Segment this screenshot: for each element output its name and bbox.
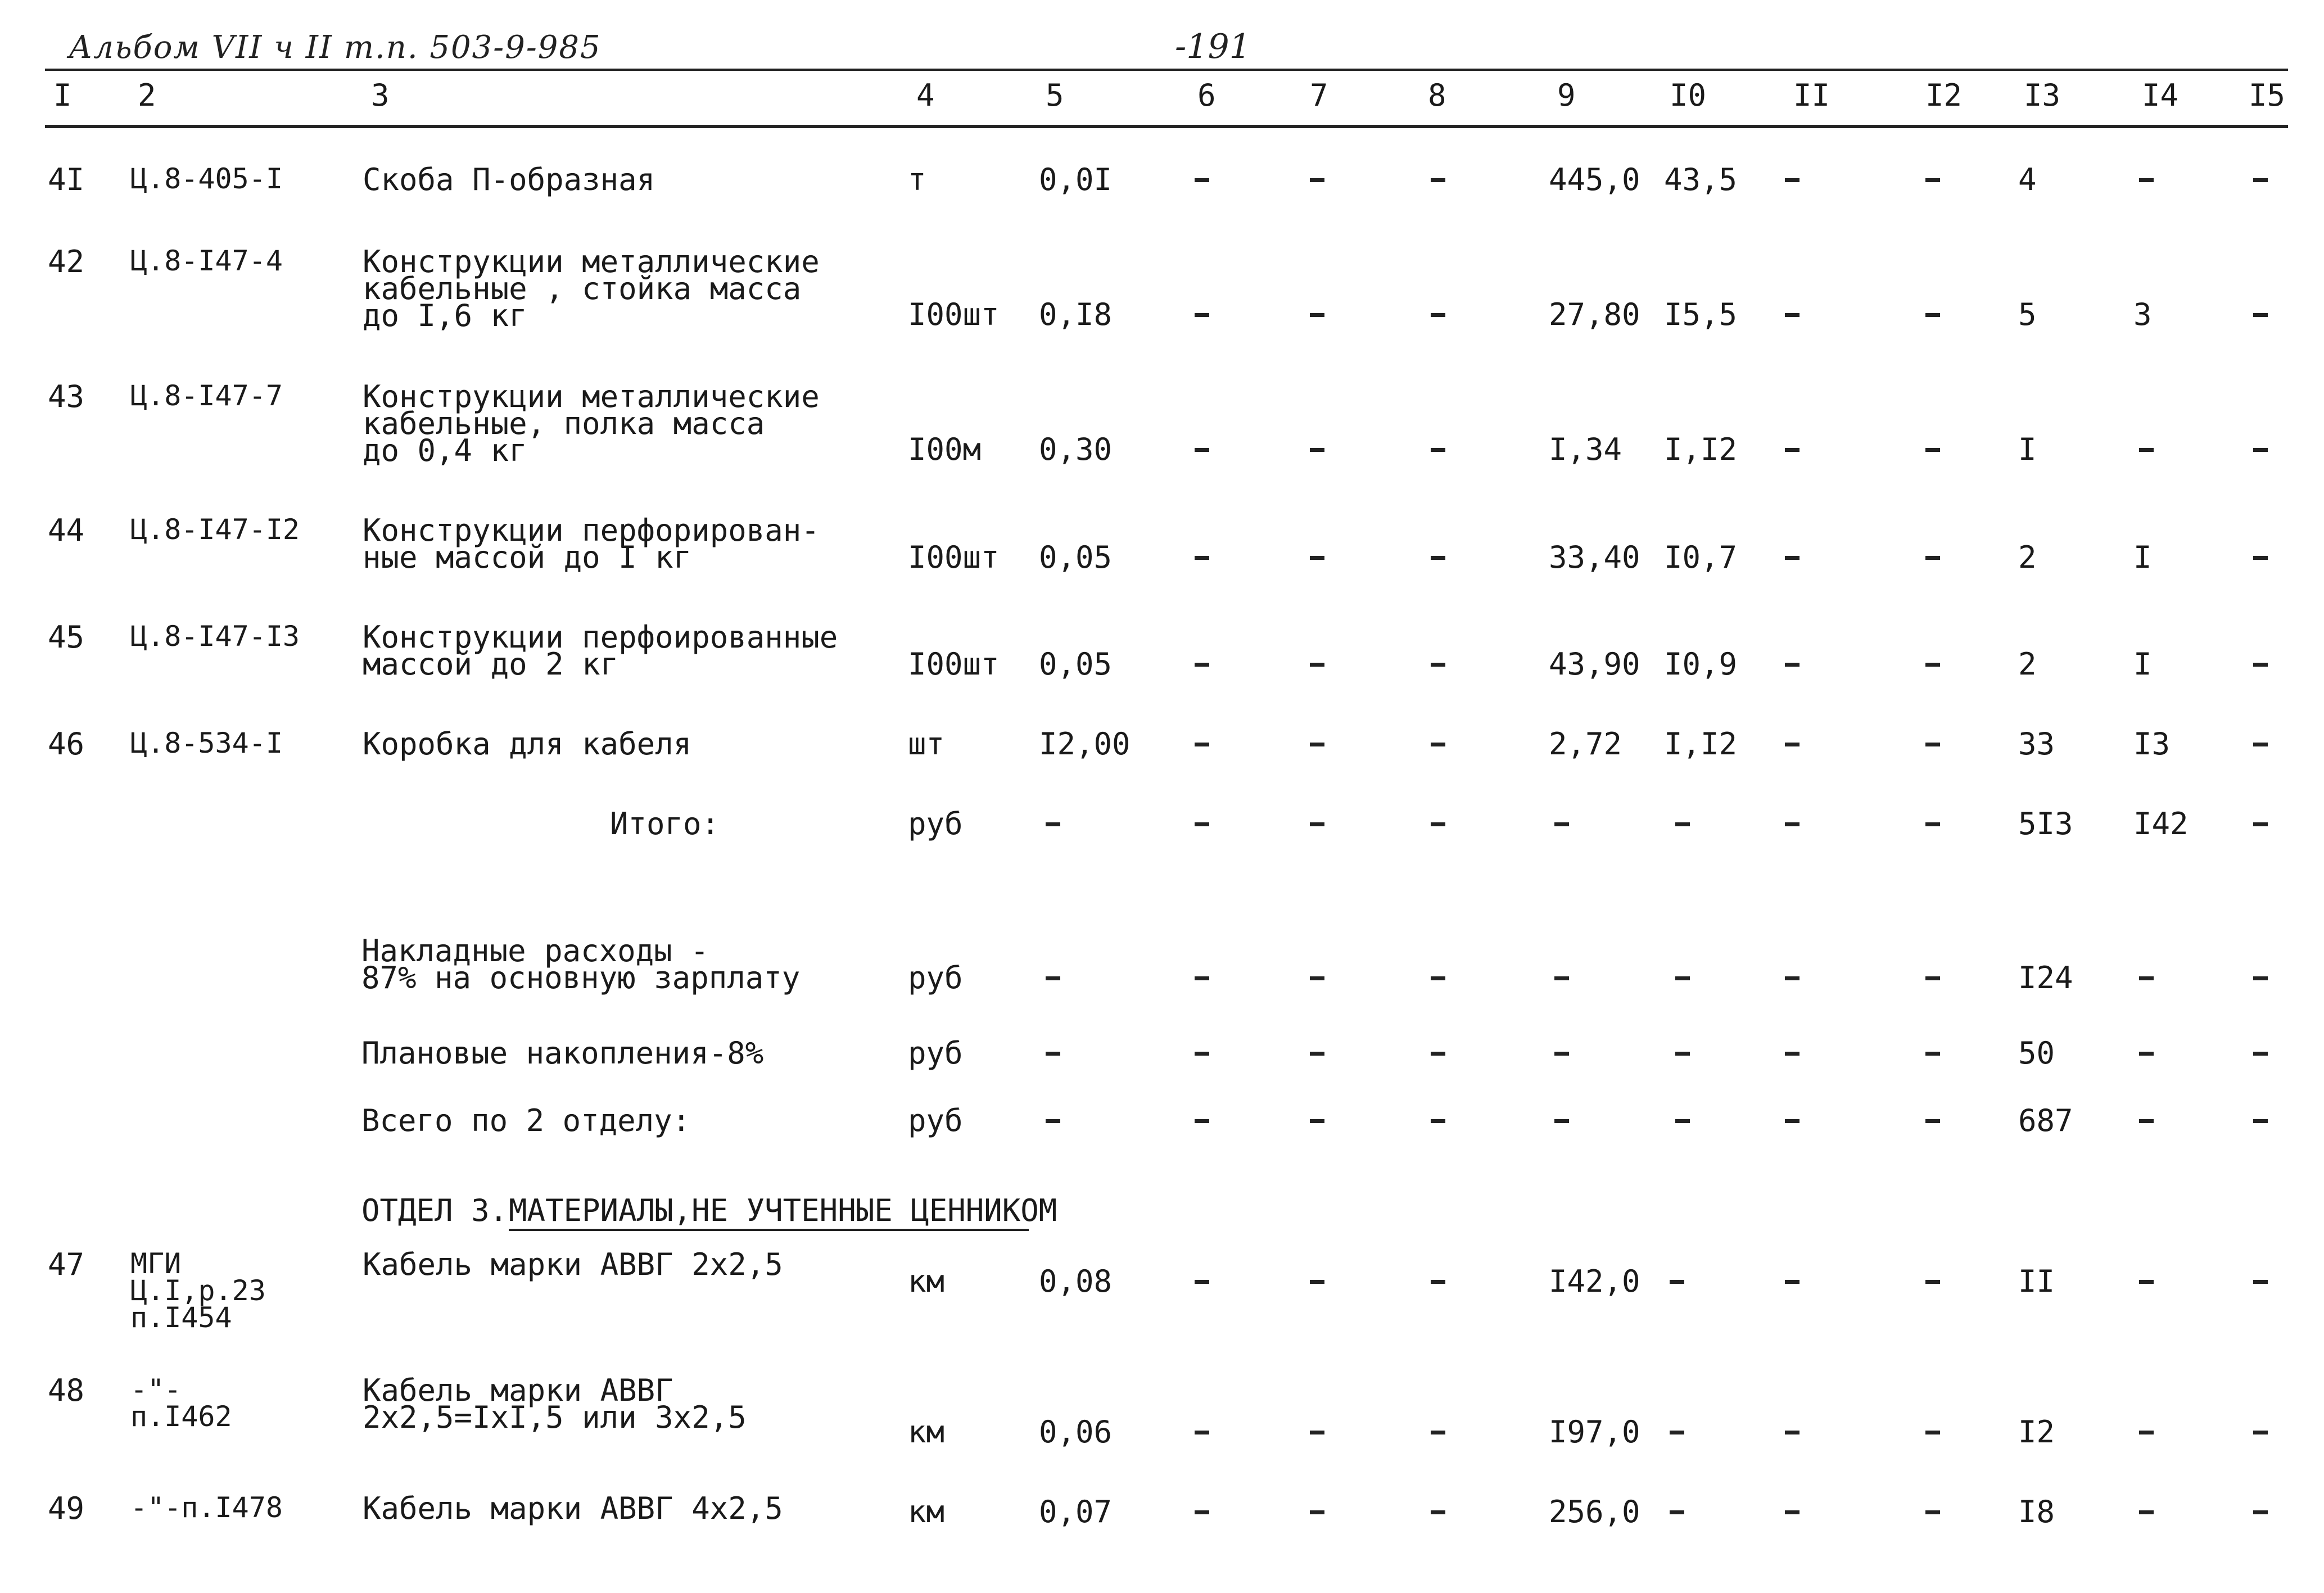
total-col7-dash [1310, 976, 1324, 980]
row-unit: км [908, 1414, 945, 1450]
row-total-wage [2139, 1510, 2154, 1514]
row-col12-dash [1925, 448, 1940, 452]
total-col11-dash [1785, 976, 1799, 980]
row-number: 49 [48, 1491, 85, 1526]
row-description: Скоба П-образная [363, 162, 655, 197]
row-col7-dash [1310, 313, 1324, 317]
row-description: Конструкции перфорирован- [363, 513, 820, 548]
row-description: до 0,4 кг [363, 433, 527, 468]
total-col6-dash [1195, 1052, 1209, 1056]
total-cost: I24 [2018, 960, 2073, 995]
row-col8-dash [1431, 1510, 1445, 1514]
row-wage-price [1670, 1280, 1684, 1284]
page-number: -191 [1175, 27, 1251, 66]
total-col15-dash [2253, 822, 2268, 826]
row-col6-dash [1195, 1510, 1209, 1514]
row-price: I42,0 [1549, 1264, 1640, 1299]
total-col15-dash [2253, 1119, 2268, 1123]
row-unit: I00шт [908, 646, 1000, 682]
row-col8-dash [1431, 313, 1445, 317]
row-quantity: 0,05 [1039, 646, 1113, 682]
row-quantity: 0,I8 [1039, 297, 1113, 332]
row-total-cost: 2 [2018, 540, 2037, 575]
row-col8-dash [1431, 448, 1445, 452]
row-total-wage: I3 [2133, 726, 2171, 762]
row-number: 4I [48, 162, 85, 197]
row-code: -"- [130, 1373, 182, 1406]
row-col6-dash [1195, 743, 1209, 746]
row-total-cost: 4 [2018, 162, 2037, 197]
row-wage-price: 43,5 [1664, 162, 1738, 197]
column-number: 4 [916, 78, 935, 113]
total-col5-dash [1046, 1119, 1060, 1123]
row-unit: км [908, 1264, 945, 1299]
column-number: I5 [2249, 78, 2286, 113]
total-col6-dash [1195, 976, 1209, 980]
total-cost: 5I3 [2018, 806, 2073, 841]
section-prefix: ОТДЕЛ 3. [361, 1193, 508, 1228]
row-col15-dash [2253, 1431, 2268, 1434]
row-code: Ц.8-I47-4 [130, 245, 283, 277]
total-col11-dash [1785, 1119, 1799, 1123]
row-col6-dash [1195, 313, 1209, 317]
row-code: Ц.8-534-I [130, 727, 283, 759]
row-col15-dash [2253, 448, 2268, 452]
total-wage: I42 [2133, 806, 2189, 841]
row-wage-price [1670, 1510, 1684, 1514]
row-description: Кабель марки АВВГ 2х2,5 [363, 1247, 783, 1282]
row-col15-dash [2253, 178, 2268, 182]
album-reference: Альбом VII ч II т.п. 503-9-985 [69, 29, 602, 66]
total-col12-dash [1925, 1119, 1940, 1123]
row-quantity: 0,06 [1039, 1414, 1113, 1450]
row-wage-price: I0,7 [1664, 540, 1738, 575]
row-col12-dash [1925, 1431, 1940, 1434]
total-col11-dash [1785, 822, 1799, 826]
row-unit: I00шт [908, 297, 1000, 332]
total-unit: руб [908, 1035, 963, 1071]
total-label: 87% на основную зарплату [361, 960, 801, 995]
row-col7-dash [1310, 1510, 1324, 1514]
row-description: Коробка для кабеля [363, 726, 692, 762]
header-bottom-rule [45, 125, 2288, 128]
total-col10-dash [1675, 976, 1690, 980]
row-col7-dash [1310, 1431, 1324, 1434]
row-col6-dash [1195, 448, 1209, 452]
row-code: п.I454 [130, 1301, 232, 1334]
total-cost: 50 [2018, 1035, 2055, 1071]
row-total-cost: II [2018, 1264, 2055, 1299]
row-col11-dash [1785, 1280, 1799, 1284]
column-number: I4 [2142, 78, 2179, 113]
row-number: 42 [48, 244, 85, 279]
total-col8-dash [1431, 822, 1445, 826]
row-unit: т [908, 162, 926, 197]
row-price: 43,90 [1549, 646, 1640, 682]
row-col7-dash [1310, 448, 1324, 452]
row-col12-dash [1925, 1510, 1940, 1514]
total-col8-dash [1431, 1052, 1445, 1056]
total-cost: 687 [2018, 1103, 2073, 1138]
row-total-wage: 3 [2133, 297, 2152, 332]
row-number: 48 [48, 1373, 85, 1408]
row-quantity: 0,05 [1039, 540, 1113, 575]
row-col6-dash [1195, 1280, 1209, 1284]
row-col15-dash [2253, 1280, 2268, 1284]
row-col8-dash [1431, 556, 1445, 560]
row-description: Конструкции металлические [363, 244, 820, 279]
row-col15-dash [2253, 556, 2268, 560]
total-col5-dash [1046, 822, 1060, 826]
total-col15-dash [2253, 1052, 2268, 1056]
row-number: 45 [48, 619, 85, 655]
total-label: Плановые накопления-8% [361, 1035, 764, 1071]
row-col11-dash [1785, 448, 1799, 452]
row-description: Конструкции металлические [363, 379, 820, 414]
row-col6-dash [1195, 663, 1209, 667]
row-unit: шт [908, 726, 945, 762]
row-number: 47 [48, 1247, 85, 1282]
row-total-wage [2139, 1280, 2154, 1284]
row-total-wage [2139, 1431, 2154, 1434]
row-col12-dash [1925, 743, 1940, 746]
column-number: I [53, 78, 72, 113]
row-description: кабельные, полка масса [363, 406, 765, 441]
total-label: Всего по 2 отделу: [361, 1103, 691, 1138]
row-col12-dash [1925, 663, 1940, 667]
row-col8-dash [1431, 1280, 1445, 1284]
row-price: I,34 [1549, 432, 1622, 467]
row-code: Ц.8-I47-I3 [130, 620, 300, 653]
row-description: Кабель марки АВВГ 4х2,5 [363, 1491, 783, 1526]
total-unit: руб [908, 1103, 963, 1138]
row-code: -"-п.I478 [130, 1491, 283, 1524]
row-total-cost: I8 [2018, 1494, 2055, 1529]
total-col9-dash [1554, 1119, 1569, 1123]
row-quantity: I2,00 [1039, 726, 1131, 762]
row-col6-dash [1195, 1431, 1209, 1434]
row-description: 2х2,5=IхI,5 или 3х2,5 [363, 1400, 747, 1435]
total-col6-dash [1195, 822, 1209, 826]
row-code: Ц.I,р.23 [130, 1274, 266, 1307]
row-price: 33,40 [1549, 540, 1640, 575]
total-label: Накладные расходы - [361, 933, 709, 969]
total-unit: руб [908, 960, 963, 995]
row-col12-dash [1925, 556, 1940, 560]
total-col8-dash [1431, 976, 1445, 980]
total-col10-dash [1675, 822, 1690, 826]
total-label: Итого: [610, 806, 720, 841]
row-number: 46 [48, 726, 85, 762]
column-number: 7 [1310, 78, 1328, 113]
row-col6-dash [1195, 556, 1209, 560]
row-total-cost: 2 [2018, 646, 2037, 682]
row-description: ные массой до I кг [363, 540, 692, 575]
row-total-cost: 33 [2018, 726, 2055, 762]
row-wage-price: I0,9 [1664, 646, 1738, 682]
row-col7-dash [1310, 178, 1324, 182]
total-col11-dash [1785, 1052, 1799, 1056]
row-col7-dash [1310, 1280, 1324, 1284]
column-number: 3 [371, 78, 390, 113]
row-col15-dash [2253, 1510, 2268, 1514]
total-col7-dash [1310, 822, 1324, 826]
row-col11-dash [1785, 743, 1799, 746]
column-number: 8 [1428, 78, 1446, 113]
row-col15-dash [2253, 663, 2268, 667]
row-col11-dash [1785, 556, 1799, 560]
total-col12-dash [1925, 1052, 1940, 1056]
row-price: 2,72 [1549, 726, 1622, 762]
row-col11-dash [1785, 1431, 1799, 1434]
row-col15-dash [2253, 313, 2268, 317]
section-title: МАТЕРИАЛЫ,НЕ УЧТЕННЫЕ ЦЕННИКОМ [509, 1193, 1057, 1228]
row-col7-dash [1310, 743, 1324, 746]
total-col9-dash [1554, 822, 1569, 826]
row-description: массой до 2 кг [363, 646, 619, 682]
row-code: Ц.8-I47-7 [130, 379, 283, 412]
row-total-wage [2139, 178, 2154, 182]
row-total-cost: I2 [2018, 1414, 2055, 1450]
row-description: кабельные , стойка масса [363, 271, 802, 306]
row-unit: I00м [908, 432, 982, 467]
total-col12-dash [1925, 976, 1940, 980]
column-number: I3 [2024, 78, 2061, 113]
total-col8-dash [1431, 1119, 1445, 1123]
column-number: 9 [1557, 78, 1576, 113]
total-col7-dash [1310, 1119, 1324, 1123]
column-number: 2 [138, 78, 156, 113]
row-price: 27,80 [1549, 297, 1640, 332]
row-wage-price: I5,5 [1664, 297, 1738, 332]
column-number: II [1793, 78, 1830, 113]
row-price: 445,0 [1549, 162, 1640, 197]
total-wage [2139, 1119, 2154, 1123]
row-description: до I,6 кг [363, 298, 527, 333]
row-wage-price: I,I2 [1664, 726, 1738, 762]
row-code: Ц.8-I47-I2 [130, 513, 300, 546]
total-col5-dash [1046, 1052, 1060, 1056]
total-col9-dash [1554, 976, 1569, 980]
row-total-wage [2139, 448, 2154, 452]
row-total-wage: I [2133, 540, 2152, 575]
column-number: 5 [1046, 78, 1064, 113]
row-total-wage: I [2133, 646, 2152, 682]
row-col12-dash [1925, 1280, 1940, 1284]
row-price: I97,0 [1549, 1414, 1640, 1450]
total-col15-dash [2253, 976, 2268, 980]
row-price: 256,0 [1549, 1494, 1640, 1529]
total-col7-dash [1310, 1052, 1324, 1056]
row-quantity: 0,08 [1039, 1264, 1113, 1299]
total-col10-dash [1675, 1119, 1690, 1123]
total-wage [2139, 1052, 2154, 1056]
total-wage [2139, 976, 2154, 980]
row-col11-dash [1785, 313, 1799, 317]
row-wage-price: I,I2 [1664, 432, 1738, 467]
section-title-underline [509, 1229, 1029, 1231]
row-col11-dash [1785, 178, 1799, 182]
total-col12-dash [1925, 822, 1940, 826]
column-number: 6 [1197, 78, 1216, 113]
row-description: Конструкции перфоированные [363, 619, 838, 655]
row-col7-dash [1310, 556, 1324, 560]
row-col6-dash [1195, 178, 1209, 182]
row-description: Кабель марки АВВГ [363, 1373, 673, 1408]
column-number: I2 [1925, 78, 1963, 113]
row-unit: км [908, 1494, 945, 1529]
total-col9-dash [1554, 1052, 1569, 1056]
row-col7-dash [1310, 663, 1324, 667]
row-col8-dash [1431, 1431, 1445, 1434]
row-wage-price [1670, 1431, 1684, 1434]
row-col11-dash [1785, 1510, 1799, 1514]
row-col12-dash [1925, 313, 1940, 317]
row-number: 44 [48, 513, 85, 548]
row-code: Ц.8-405-I [130, 162, 283, 195]
row-total-cost: I [2018, 432, 2037, 467]
column-number: I0 [1670, 78, 1707, 113]
row-code: МГИ [130, 1247, 182, 1280]
row-unit: I00шт [908, 540, 1000, 575]
row-total-cost: 5 [2018, 297, 2037, 332]
row-quantity: 0,30 [1039, 432, 1113, 467]
total-col5-dash [1046, 976, 1060, 980]
row-col12-dash [1925, 178, 1940, 182]
row-col15-dash [2253, 743, 2268, 746]
row-code: п.I462 [130, 1400, 232, 1433]
row-col8-dash [1431, 178, 1445, 182]
total-col10-dash [1675, 1052, 1690, 1056]
row-col8-dash [1431, 663, 1445, 667]
row-quantity: 0,0I [1039, 162, 1113, 197]
row-quantity: 0,07 [1039, 1494, 1113, 1529]
row-col8-dash [1431, 743, 1445, 746]
total-col6-dash [1195, 1119, 1209, 1123]
row-number: 43 [48, 379, 85, 414]
total-unit: руб [908, 806, 963, 841]
row-col11-dash [1785, 663, 1799, 667]
header-top-rule [45, 69, 2288, 71]
